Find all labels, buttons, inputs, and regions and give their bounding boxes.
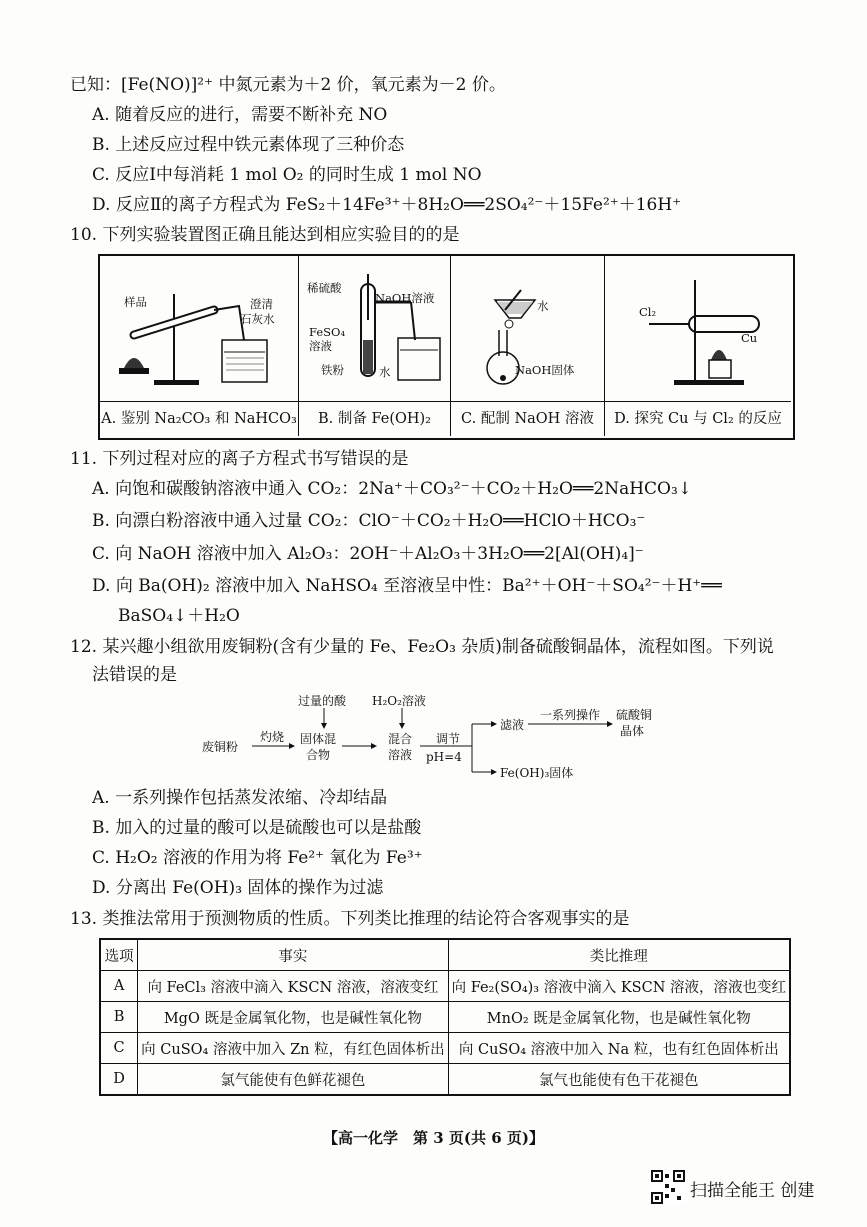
flow-acid: 过量的酸 [298,694,347,708]
label-solution: 溶液 [309,339,332,353]
label-cl2: Cl₂ [639,305,657,319]
flow-burn: 灼烧 [260,730,285,744]
row-d-analogy: 氯气也能使有色干花褪色 [448,1064,790,1096]
label-iron-powder: 铁粉 [321,363,344,377]
q11-stem: 11. 下列过程对应的离子方程式书写错误的是 [70,449,409,469]
table-row [100,971,790,1002]
q11-option-d-line1: D. 向 Ba(OH)₂ 溶液中加入 NaHSO₄ 至溶液呈中性：Ba²⁺＋OH⁻＋SO₄²⁻＋H⁺══ [92,576,722,596]
q12-stem-line2: 法错误的是 [92,665,177,685]
caption-b: B. 制备 Fe(OH)₂ [299,401,450,436]
header-analogy: 类比推理 [448,939,790,971]
qr-code-icon [651,1170,685,1204]
q9-option-a: A. 随着反应的进行，需要不断补充 NO [92,105,388,125]
table-header-row [100,939,790,971]
row-c-analogy: 向 CuSO₄ 溶液中加入 Na 粒，也有红色固体析出 [448,1033,790,1064]
q12-option-c: C. H₂O₂ 溶液的作用为将 Fe²⁺ 氧化为 Fe³⁺ [92,848,423,868]
q12-stem-line1: 12. 某兴趣小组欲用废铜粉(含有少量的 Fe、Fe₂O₃ 杂质)制备硫酸铜晶体，流程如图。下列说 [70,637,774,657]
table-row [100,1064,790,1096]
row-d-fact: 氯气能使有色鲜花褪色 [138,1064,448,1096]
flow-filtrate: 滤液 [500,718,525,732]
label-dilute-acid: 稀硫酸 [307,281,342,295]
q13-table [99,938,791,1096]
q9-option-c: C. 反应Ⅰ中每消耗 1 mol O₂ 的同时生成 1 mol NO [92,165,482,185]
row-c-fact: 向 CuSO₄ 溶液中加入 Zn 粒，有红色固体析出 [138,1033,448,1064]
label-water: 水 [379,365,391,379]
apparatus-c [451,256,605,436]
row-b-analogy: MnO₂ 既是金属氧化物，也是碱性氧化物 [448,1002,790,1033]
row-a-analogy: 向 Fe₂(SO₄)₃ 溶液中滴入 KSCN 溶液，溶液也变红 [448,971,790,1002]
row-a-option: A [100,971,138,1002]
apparatus-b [299,256,451,436]
flow-ph: pH=4 [426,750,462,764]
q13-stem: 13. 类推法常用于预测物质的性质。下列类比推理的结论符合客观事实的是 [70,909,630,929]
apparatus-a [100,256,299,436]
q12-flowchart [200,694,653,784]
page-footer: 【高一化学 第 3 页(共 6 页)】 [323,1129,544,1147]
flow-precipitate: Fe(OH)₃固体 [500,766,574,780]
flow-mix1-b: 合物 [306,748,331,762]
row-a-fact: 向 FeCl₃ 溶液中滴入 KSCN 溶液，溶液变红 [138,971,448,1002]
q9-option-d: D. 反应Ⅱ的离子方程式为 FeS₂＋14Fe³⁺＋8H₂O══2SO₄²⁻＋15Fe²⁺＋16H⁺ [92,195,682,215]
flow-product-a: 硫酸铜 [616,708,653,722]
q10-apparatus-grid [98,254,795,440]
known-condition: 已知：[Fe(NO)]²⁺ 中氮元素为＋2 价，氧元素为－2 价。 [70,75,506,95]
label-sample: 样品 [124,295,147,309]
label-lime-1: 澄清 [250,297,273,311]
apparatus-c-drawing [455,260,601,400]
q11-option-c: C. 向 NaOH 溶液中加入 Al₂O₃：2OH⁻＋Al₂O₃＋3H₂O══2[Al(OH)₄]⁻ [92,544,644,564]
header-fact: 事实 [138,939,448,971]
table-row [100,1002,790,1033]
row-c-option: C [100,1033,138,1064]
flow-adjust: 调节 [436,732,461,746]
q11-option-d-line2: BaSO₄↓＋H₂O [118,606,240,626]
q12-option-b: B. 加入的过量的酸可以是硫酸也可以是盐酸 [92,818,422,838]
flow-h2o2: H₂O₂溶液 [372,694,426,708]
row-b-fact: MgO 既是金属氧化物，也是碱性氧化物 [138,1002,448,1033]
flow-mix1-a: 固体混 [300,732,337,746]
q11-option-b: B. 向漂白粉溶液中通入过量 CO₂：ClO⁻＋CO₂＋H₂O══HClO＋HCO₃⁻ [92,511,646,531]
flow-product-b: 晶体 [620,724,645,738]
caption-c: C. 配制 NaOH 溶液 [451,401,604,436]
label-feso4: FeSO₄ [309,325,346,339]
flow-start: 废铜粉 [202,740,239,754]
label-cu: Cu [741,331,758,345]
apparatus-a-drawing [104,260,294,400]
q12-option-d: D. 分离出 Fe(OH)₃ 固体的操作为过滤 [92,878,384,898]
apparatus-d-drawing [609,260,789,400]
scanner-watermark: 扫描全能王 创建 [690,1181,815,1201]
apparatus-d [605,256,791,436]
label-water-c: 水 [537,299,549,313]
caption-a: A. 鉴别 Na₂CO₃ 和 NaHCO₃ [100,401,298,436]
header-option: 选项 [100,939,138,971]
caption-d: D. 探究 Cu 与 Cl₂ 的反应 [605,401,791,436]
table-row [100,1033,790,1064]
q12-option-a: A. 一系列操作包括蒸发浓缩、冷却结晶 [92,788,388,808]
label-naoh-solid: NaOH固体 [515,363,575,377]
flow-mix2-a: 混合 [388,732,413,746]
flow-ops: 一系列操作 [540,708,601,722]
row-b-option: B [100,1002,138,1033]
q11-option-a: A. 向饱和碳酸钠溶液中通入 CO₂：2Na⁺＋CO₃²⁻＋CO₂＋H₂O══2NaHCO₃↓ [92,479,693,499]
q10-stem: 10. 下列实验装置图正确且能达到相应实验目的的是 [70,225,460,245]
label-naoh-solution: NaOH溶液 [375,291,435,305]
flow-mix2-b: 溶液 [388,748,413,762]
row-d-option: D [100,1064,138,1096]
q9-option-b: B. 上述反应过程中铁元素体现了三种价态 [92,135,405,155]
label-lime-2: 石灰水 [240,312,275,326]
